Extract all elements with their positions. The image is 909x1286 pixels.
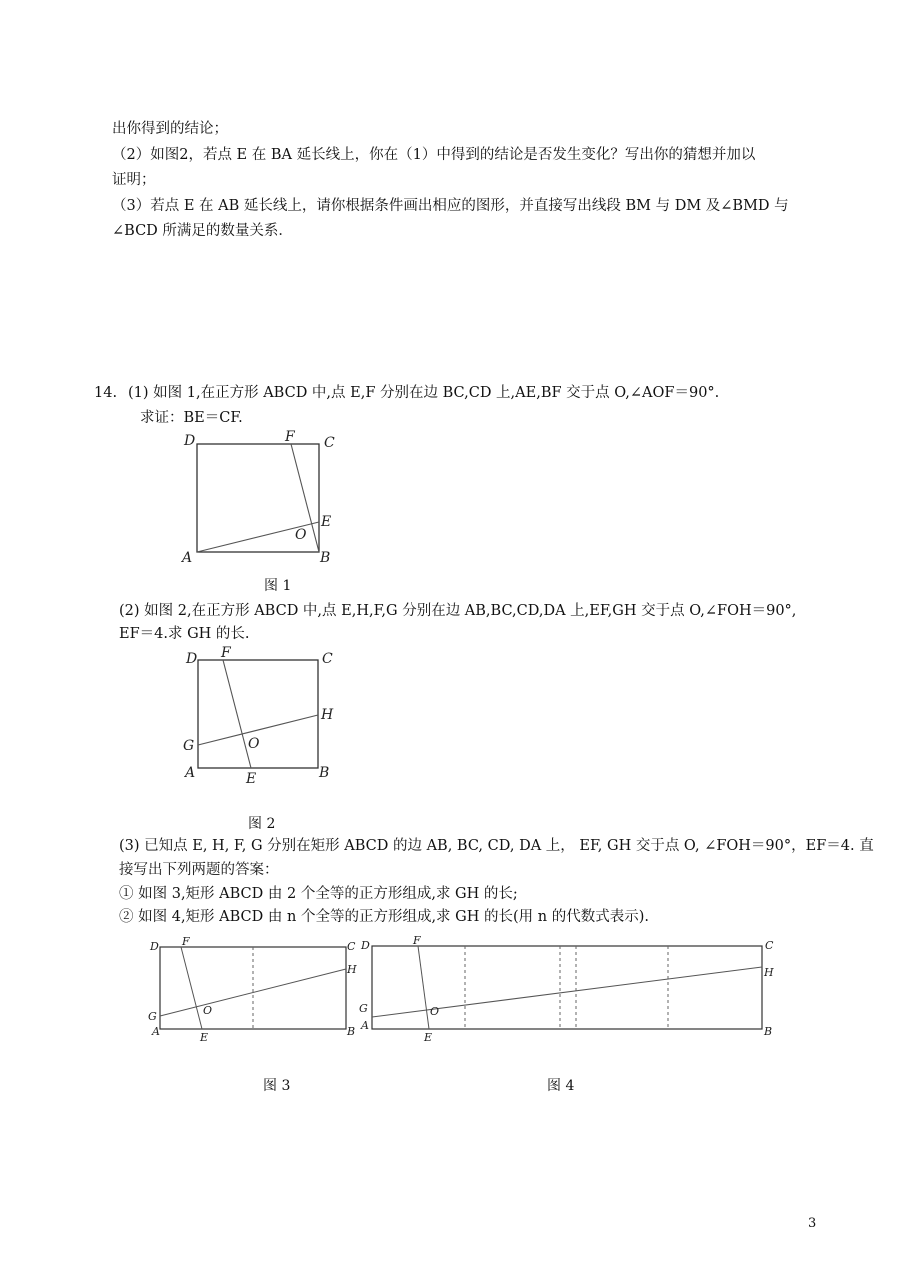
prev-line-5: ∠BCD 所满足的数量关系． <box>112 223 293 239</box>
label-A: A <box>185 765 196 781</box>
label-C: C <box>324 435 335 451</box>
label-F: F <box>413 934 421 947</box>
q14-part3-line1: (3) 已知点 E, H, F, G 分别在矩形 ABCD 的边 AB, BC, CD, DA 上， EF, GH 交于点 O, ∠FOH＝90°，EF＝4. 直 <box>119 838 874 854</box>
label-O: O <box>248 736 260 752</box>
q14-part1: (1) 如图 1,在正方形 ABCD 中,点 E,F 分别在边 BC,CD 上,AE,BF 交于点 O,∠AOF＝90°. <box>128 385 720 401</box>
q14-part1-prove: 求证：BE＝CF. <box>140 410 243 426</box>
q14-part2-line1: (2) 如图 2,在正方形 ABCD 中,点 E,H,F,G 分别在边 AB,BC,CD,DA 上,EF,GH 交于点 O,∠FOH＝90°, <box>119 603 797 619</box>
label-O: O <box>203 1004 213 1017</box>
q14-part3-item2: ② 如图 4,矩形 ABCD 由 n 个全等的正方形组成,求 GH 的长(用 n 的代数式表示). <box>119 909 649 925</box>
label-H: H <box>764 966 774 979</box>
figure-3-caption: 图 3 <box>263 1078 291 1094</box>
figure-4 <box>356 934 786 1046</box>
label-B: B <box>319 765 330 781</box>
label-F: F <box>182 935 190 948</box>
label-B: B <box>764 1025 773 1038</box>
label-E: E <box>424 1031 433 1044</box>
label-C: C <box>322 651 333 667</box>
figure-3 <box>148 936 363 1046</box>
q14-part2-line2: EF＝4.求 GH 的长. <box>119 626 250 642</box>
label-B: B <box>320 550 331 566</box>
figure-1-caption: 图 1 <box>264 578 292 594</box>
label-E: E <box>321 514 332 530</box>
label-G: G <box>148 1010 157 1023</box>
label-O: O <box>430 1005 440 1018</box>
label-A: A <box>152 1025 160 1038</box>
figure-1 <box>176 428 346 568</box>
q14-part3-item1: ① 如图 3,矩形 ABCD 由 2 个全等的正方形组成,求 GH 的长; <box>119 886 518 902</box>
label-O: O <box>295 527 307 543</box>
page-number: 3 <box>808 1216 817 1231</box>
label-E: E <box>200 1031 209 1044</box>
label-C: C <box>765 939 774 952</box>
prev-line-2: （2）如图2，若点 E 在 BA 延长线上，你在（1）中得到的结论是否发生变化？写出你的猜想并加以 <box>112 147 756 163</box>
label-G: G <box>183 738 195 754</box>
label-G: G <box>359 1002 368 1015</box>
question-number: 14. <box>94 385 118 401</box>
prev-line-4: （3）若点 E 在 AB 延长线上，请你根据条件画出相应的图形，并直接写出线段 BM 与 DM 及∠BMD 与 <box>112 198 789 214</box>
figure-2-caption: 图 2 <box>248 816 276 832</box>
label-D: D <box>186 651 198 667</box>
label-H: H <box>347 963 357 976</box>
figure-2 <box>176 645 346 790</box>
label-D: D <box>361 939 370 952</box>
label-D: D <box>184 433 196 449</box>
figure-4-caption: 图 4 <box>547 1078 575 1094</box>
label-H: H <box>321 707 334 723</box>
prev-line-1: 出你得到的结论； <box>112 121 228 137</box>
q14-part3-line2: 接写出下列两题的答案： <box>119 862 279 878</box>
label-F: F <box>221 645 231 661</box>
label-D: D <box>150 940 159 953</box>
prev-line-3: 证明； <box>112 172 156 188</box>
label-A: A <box>361 1019 369 1032</box>
label-A: A <box>182 550 193 566</box>
label-F: F <box>285 429 295 445</box>
label-B: B <box>347 1025 356 1038</box>
label-E: E <box>246 771 257 787</box>
label-C: C <box>347 940 356 953</box>
